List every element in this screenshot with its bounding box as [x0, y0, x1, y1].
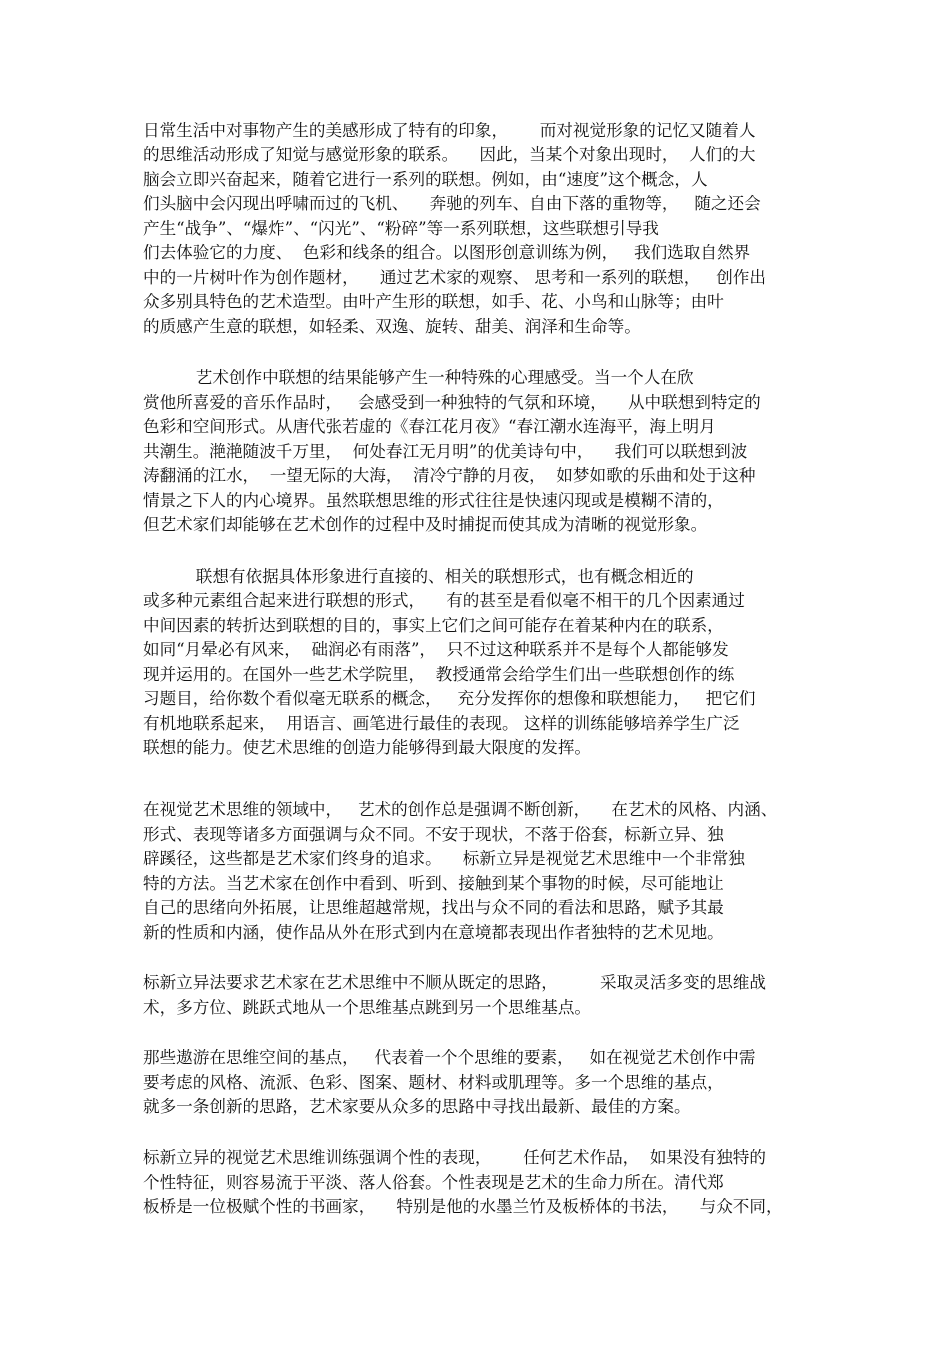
text-line: 新的性质和内涵，使作品从外在形式到内在意境都表现出作者独特的艺术见地。	[143, 923, 724, 942]
text-line: 如同“月晕必有风来， 础润必有雨落”， 只不过这种联系并不是每个人都能够发	[143, 640, 729, 659]
text-line: 那些遨游在思维空间的基点， 代表着一个个思维的要素， 如在视觉艺术创作中需	[143, 1048, 756, 1067]
text-line: 板桥是一位极赋个性的书画家， 特别是他的水墨兰竹及板桥体的书法， 与众不同，	[143, 1197, 783, 1216]
text-line: 现并运用的。在国外一些艺术学院里， 教授通常会给学生们出一些联想创作的练	[143, 665, 735, 684]
text-line: 联想有依据具体形象进行直接的、相关的联想形式，也有概念相近的	[143, 567, 694, 586]
text-line: 特的方法。当艺术家在创作中看到、听到、接触到某个事物的时候，尽可能地让	[143, 874, 724, 893]
text-line: 们去体验它的力度、 色彩和线条的组合。以图形创意训练为例， 我们选取自然界	[143, 243, 751, 262]
text-line: 或多种元素组合起来进行联想的形式， 有的甚至是看似毫不相干的几个因素通过	[143, 591, 745, 610]
text-line: 脑会立即兴奋起来，随着它进行一系列的联想。例如，由“速度”这个概念，人	[143, 170, 708, 189]
text-line: 中的一片树叶作为创作题材， 通过艺术家的观察、 思考和一系列的联想， 创作出	[143, 268, 766, 287]
text-line: 在视觉艺术思维的领域中， 艺术的创作总是强调不断创新， 在艺术的风格、内涵、	[143, 800, 778, 819]
text-line: 艺术创作中联想的结果能够产生一种特殊的心理感受。当一个人在欣	[143, 368, 694, 387]
text-line: 有机地联系起来， 用语言、画笔进行最佳的表现。 这样的训练能够培养学生广泛	[143, 714, 740, 733]
text-line: 自己的思绪向外拓展，让思维超越常规，找出与众不同的看法和思路，赋予其最	[143, 898, 724, 917]
text-line: 个性特征，则容易流于平淡、落人俗套。个性表现是艺术的生命力所在。清代郑	[143, 1173, 724, 1192]
text-line: 情景之下人的内心境界。虽然联想思维的形式往往是快速闪现或是模糊不清的，	[143, 491, 724, 510]
text-line: 但艺术家们却能够在艺术创作的过程中及时捕捉而使其成为清晰的视觉形象。	[143, 515, 708, 534]
text-line: 涛翻涌的江水， 一望无际的大海， 清冷宁静的月夜， 如梦如歌的乐曲和处于这种	[143, 466, 756, 485]
text-line: 的质感产生意的联想，如轻柔、双逸、旋转、甜美、润泽和生命等。	[143, 317, 641, 336]
text-line: 共潮生。滟滟随波千万里， 何处春江无月明”的优美诗句中， 我们可以联想到波	[143, 442, 748, 461]
text-line: 要考虑的风格、流派、色彩、图案、题材、材料或肌理等。多一个思维的基点，	[143, 1073, 724, 1092]
text-line: 中间因素的转折达到联想的目的，事实上它们之间可能存在着某种内在的联系，	[143, 616, 724, 635]
text-line: 产生“战争”、“爆炸”、“闪光”、“粉碎”等一系列联想，这些联想引导我	[143, 219, 659, 238]
text-line: 赏他所喜爱的音乐作品时， 会感受到一种独特的气氛和环境， 从中联想到特定的	[143, 393, 761, 412]
text-line: 标新立异法要求艺术家在艺术思维中不顺从既定的思路， 采取灵活多变的思维战	[143, 973, 766, 992]
text-line: 形式、表现等诸多方面强调与众不同。不安于现状，不落于俗套，标新立异、独	[143, 825, 724, 844]
text-line: 们头脑中会闪现出呼啸而过的飞机、 奔驰的列车、自由下落的重物等， 随之还会	[143, 194, 761, 213]
text-line: 习题目，给你数个看似毫无联系的概念， 充分发挥你的想像和联想能力， 把它们	[143, 689, 756, 708]
text-line: 众多别具特色的艺术造型。由叶产生形的联想，如手、花、小鸟和山脉等；由叶	[143, 292, 724, 311]
text-line: 的思维活动形成了知觉与感觉形象的联系。 因此，当某个对象出现时， 人们的大	[143, 145, 756, 164]
text-line: 术，多方位、跳跃式地从一个思维基点跳到另一个思维基点。	[143, 998, 592, 1017]
text-line: 辟蹊径，这些都是艺术家们终身的追求。 标新立异是视觉艺术思维中一个非常独	[143, 849, 745, 868]
text-line: 色彩和空间形式。从唐代张若虚的《春江花月夜》“春江潮水连海平，海上明月	[143, 417, 716, 436]
text-line: 日常生活中对事物产生的美感形成了特有的印象， 而对视觉形象的记忆又随着人	[143, 121, 756, 140]
text-line: 联想的能力。使艺术思维的创造力能够得到最大限度的发挥。	[143, 738, 592, 757]
text-line: 标新立异的视觉艺术思维训练强调个性的表现， 任何艺术作品， 如果没有独特的	[143, 1148, 766, 1167]
text-line: 就多一条创新的思路，艺术家要从众多的思路中寻找出最新、最佳的方案。	[143, 1097, 691, 1116]
